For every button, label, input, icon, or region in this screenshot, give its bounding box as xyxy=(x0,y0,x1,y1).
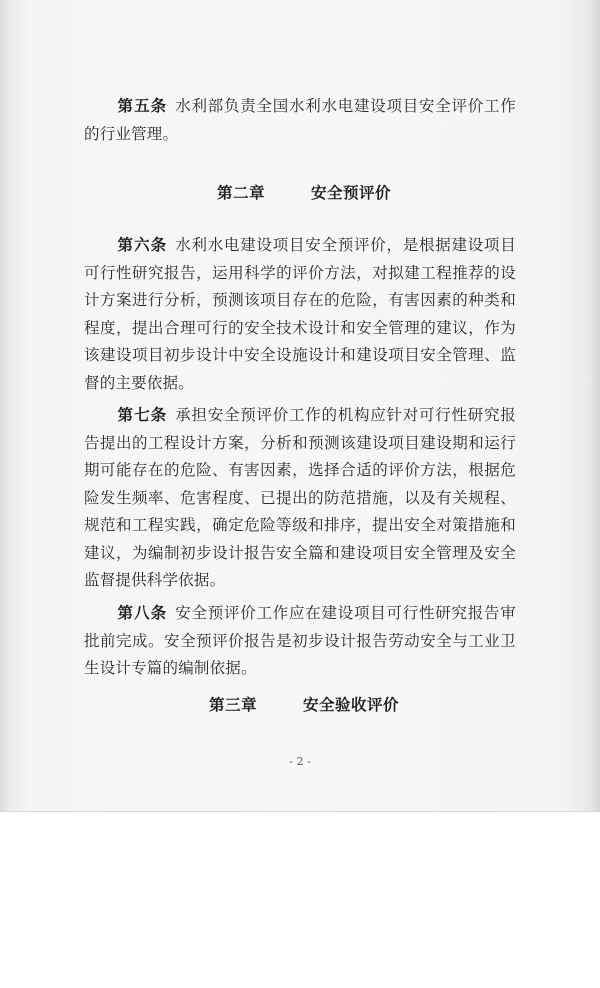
chapter-2-number: 第二章 xyxy=(216,184,265,202)
article-8-text: 安全预评价工作应在建设项目可行性研究报告审批前完成。安全预评价报告是初步设计报告劳动安全与工业卫生设计专篇的编制依据。 xyxy=(84,604,516,677)
chapter-3-heading xyxy=(4,693,600,715)
article-7-text: 承担安全预评价工作的机构应针对可行性研究报告提出的工程设计方案，分析和预测该建设项目建设期和运行期可能存在的危险、有害因素，选择合适的评价方法，根据危险发生频率、危害程度、已提出的防范措施，以及有关规程、规范和工程实践，确定危险等级和排序，提出安全对策措施和建议，为编制初步设计报告安全篇和建设项目安全管理及安全监督提供科学依据。 xyxy=(84,406,516,589)
article-6-number: 第六条 xyxy=(117,236,168,254)
article-5-text: 水利部负责全国水利水电建设项目安全评价工作的行业管理。 xyxy=(84,97,516,143)
scan-edge-divider xyxy=(0,811,600,812)
article-8-number: 第八条 xyxy=(117,604,168,622)
chapter-3-title: 安全验收评价 xyxy=(303,696,400,714)
article-6-text: 水利水电建设项目安全预评价，是根据建设项目可行性研究报告，运用科学的评价方法，对拟建工程推荐的设计方案进行分析，预测该项目存在的危险，有害因素的种类和程度，提出合理可行的安全技术设计和安全管理的建议，作为该建设项目初步设计中安全设施设计和建设项目安全管理、监督的主要依据。 xyxy=(84,236,516,392)
article-7-number: 第七条 xyxy=(117,406,168,424)
article-5-number: 第五条 xyxy=(117,97,168,115)
article-8 xyxy=(84,600,516,683)
article-6 xyxy=(84,232,516,397)
chapter-3-number: 第三章 xyxy=(208,696,257,714)
page-number: - 2 - xyxy=(289,755,311,768)
article-5 xyxy=(84,93,516,148)
chapter-2-heading xyxy=(4,181,600,203)
article-7 xyxy=(84,402,516,595)
chapter-2-title: 安全预评价 xyxy=(311,184,392,202)
